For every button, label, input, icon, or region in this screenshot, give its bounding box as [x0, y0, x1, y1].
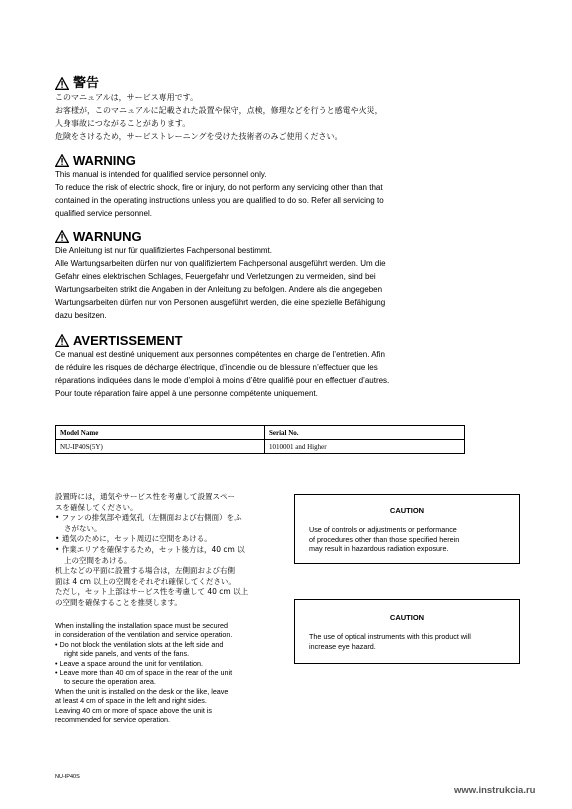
caution-title: CAUTION [389, 506, 425, 515]
caution-line: Use of controls or adjustments or performance [309, 525, 457, 534]
model-serial-table [55, 425, 465, 454]
caution-box-optical [294, 599, 520, 664]
warning-triangle-icon [55, 154, 69, 167]
install-en-line: right side panels, and vents of the fans. [64, 649, 190, 659]
table-row [56, 440, 465, 454]
caution-title: CAUTION [389, 613, 425, 622]
warning-fr-title: AVERTISSEMENT [73, 333, 183, 348]
install-jp-line: さがない。 [64, 523, 102, 533]
caution-line: of procedures other than those specified herein [309, 534, 460, 544]
warning-fr-line: Ce manual est destiné uniquement aux personnes compétentes en charge de l’entretien. Afin [55, 350, 385, 359]
install-en-line: in consideration of the ventilation and service operation. [55, 630, 233, 640]
table-header-row [56, 426, 465, 440]
warning-fr-line: réparations indiquées dans le mode d’emploi à moins d’être qualifié pour en effectuer d’autres. [55, 376, 390, 385]
warning-en-line: This manual is intended for qualified service personnel only. [55, 170, 267, 179]
install-jp-line: ただし，セット上部はサービス性を考慮して 40 cm 以上 [55, 587, 249, 597]
serial-no-header: Serial No. [265, 426, 465, 440]
warning-en-line: qualified service personnel. [55, 209, 152, 218]
install-jp-line: • 作業エリアを確保するため，セット後方は，40 cm 以 [55, 544, 245, 554]
warning-jp-title: 警告 [73, 76, 100, 91]
warning-de-line: Die Anleitung ist nur für qualifiziertes Fachpersonal bestimmt. [55, 246, 272, 255]
install-jp-line: の空間を確保することを推奨します。 [55, 597, 182, 607]
warning-en-title: WARNING [73, 153, 136, 168]
warning-de-heading [55, 229, 525, 244]
warning-fr-heading [55, 333, 525, 348]
install-en-line: • Do not block the ventilation slots at the left side and [55, 639, 224, 649]
warning-fr-block [55, 333, 525, 400]
install-jp-line: 机上などの平面に設置する場合は，左側面および右側 [55, 566, 235, 576]
model-name-header: Model Name [56, 426, 265, 440]
install-notes-en [55, 621, 280, 724]
install-jp-line: 面は 4 cm 以上の空間をそれぞれ確保してください。 [55, 576, 236, 586]
model-name-cell: NU-IP40S(5Y) [56, 440, 265, 454]
warning-de-title: WARNUNG [73, 229, 142, 244]
install-jp-line: 設置時には，通気やサービス性を考慮して設置スペー [55, 492, 235, 501]
install-en-line: Leaving 40 cm or more of space above the unit is [55, 705, 213, 715]
install-en-line: • Leave a space around the unit for ventilation. [55, 658, 203, 668]
warning-fr-line: de réduire les risques de décharge électrique, d’incendie ou de blessure n’effectuer que les [55, 363, 378, 372]
install-jp-line: • 通気のために，セット周辺に空間をあける。 [55, 534, 212, 544]
caution-line: may result in hazardous radiation exposure. [309, 544, 449, 554]
warning-en-block [55, 153, 525, 220]
install-en-line: • Leave more than 40 cm of space in the rear of the unit [55, 668, 233, 678]
warning-de-line: Wartungsarbeiten dürfen nur von Personen ausgeführt werden, die eine spezielle Befähigung [55, 298, 386, 307]
install-en-line: When the unit is installed on the desk or the like, leave [55, 686, 229, 696]
warning-jp-line: 人身事故につながることがあります。 [55, 119, 191, 128]
install-en-line: at least 4 cm of space in the left and right sides. [55, 696, 207, 706]
warning-en-heading [55, 153, 525, 168]
warning-triangle-icon [55, 230, 69, 243]
warning-jp-block [55, 76, 525, 143]
warning-jp-line: お客様が，このマニュアルに記載された設置や保守，点検，修理などを行うと感電や火災， [55, 106, 383, 115]
warning-de-line: dazu besitzen. [55, 311, 107, 320]
warning-de-block [55, 229, 525, 322]
warning-triangle-icon [55, 77, 69, 90]
warning-en-line: contained in the operating instructions unless you are qualified to do so. Refer all servicing to [55, 196, 384, 205]
warning-de-line: Alle Wartungsarbeiten dürfen nur von qualifiziertem Fachpersonal ausgeführt werden. Um die [55, 259, 386, 268]
serial-no-cell: 1010001 and Higher [265, 440, 465, 454]
warning-jp-heading [55, 76, 525, 91]
install-jp-line: • ファンの排気部や通気孔（左側面および右側面）をふ [55, 513, 242, 523]
install-en-line: to secure the operation area. [64, 677, 156, 687]
warning-en-line: To reduce the risk of electric shock, fire or injury, do not perform any servicing other than that [55, 183, 383, 192]
install-jp-line: スを確保してください。 [55, 502, 138, 512]
install-en-line: When installing the installation space must be secured [55, 621, 228, 630]
warning-de-line: Wartungsarbeiten strikt die Angaben in der Anleitung zu befolgen. Andere als die angegeben [55, 285, 383, 294]
install-en-line: recommended for service operation. [55, 715, 171, 725]
footer-model-number: NU-IP40S [55, 774, 80, 780]
caution-box-radiation [294, 494, 520, 564]
warning-triangle-icon [55, 334, 69, 347]
caution-line: increase eye hazard. [309, 641, 376, 651]
warning-fr-line: Pour toute réparation faire appel à une personne compétente uniquement. [55, 389, 318, 398]
warning-de-line: Gefahr eines elektrischen Schlages, Feuergefahr und Verletzungen zu vermeiden, sind bei [55, 272, 376, 281]
install-notes-jp [55, 492, 280, 609]
warning-jp-line: 危険をさけるため，サービストレーニングを受けた技術者のみご使用ください。 [55, 132, 343, 141]
install-jp-line: 上の空間をあける。 [64, 555, 132, 565]
warning-jp-line: このマニュアルは，サービス専用です。 [55, 93, 199, 102]
caution-line: The use of optical instruments with this product will [309, 632, 471, 641]
watermark-link[interactable]: www.instrukcia.ru [454, 785, 536, 796]
